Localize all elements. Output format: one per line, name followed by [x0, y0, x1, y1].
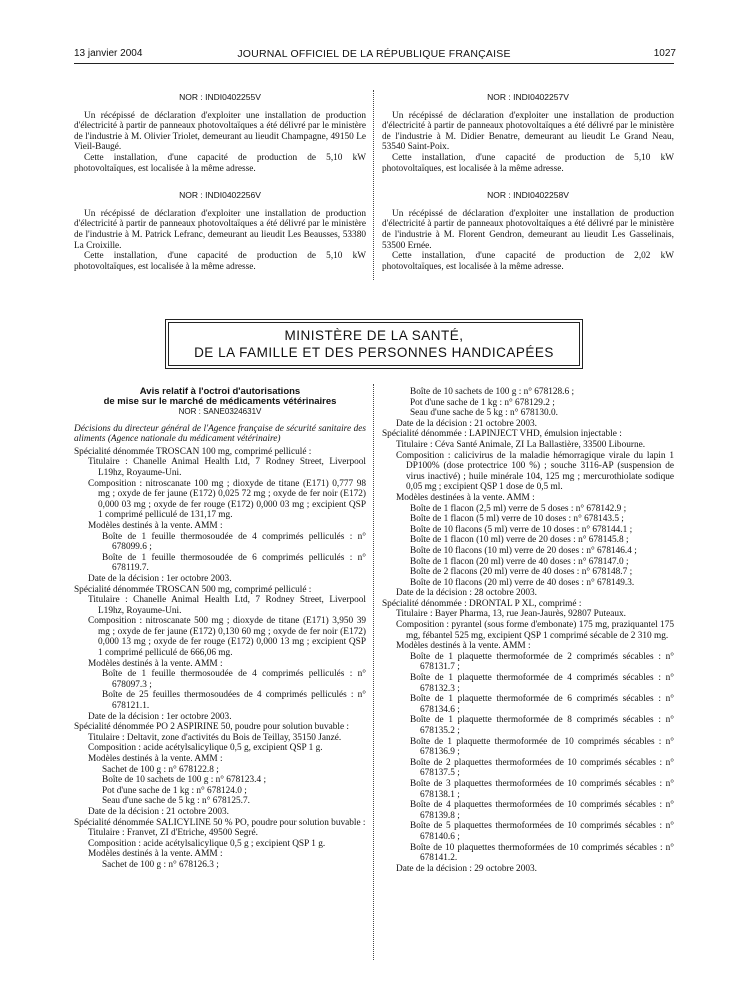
entry-line: Boîte de 1 feuille thermosoudée de 6 comprimés pelliculés : n° 678119.7. — [102, 552, 366, 574]
decisions-heading: Décisions du directeur général de l'Agence française de sécurité sanitaire des aliments (Agence nationale du médicament vétérinaire) — [74, 423, 366, 445]
avis-title-1: Avis relatif à l'octroi d'autorisations — [139, 386, 301, 397]
header-title: JOURNAL OFFICIEL DE LA RÉPUBLIQUE FRANÇAISE — [237, 48, 511, 60]
entry-line: Boîte de 1 feuille thermosoudée de 4 comprimés pelliculés : n° 678097.3 ; — [102, 669, 366, 690]
entry-line: Boîte de 3 plaquettes thermoformées de 10 comprimés sécables : n° 678138.1 ; — [410, 778, 674, 800]
entry-line: Boîte de 1 flacon (20 ml) verre de 40 doses : n° 678147.0 ; — [410, 556, 629, 567]
entry-line: Boîte de 1 plaquette thermoformée de 6 comprimés sécables : n° 678134.6 ; — [410, 694, 674, 715]
nor-reference: NOR : INDI0402257V — [487, 92, 569, 102]
entry-line: Boîte de 10 flacons (10 ml) verre de 20 doses : n° 678146.4 ; — [410, 545, 637, 556]
specialite-line: Spécialité dénommée SALICYLINE 50 % PO, poudre pour solution buvable : — [74, 817, 366, 828]
entry-line: Composition : calicivirus de la maladie hémorragique virale du lapin 1 DP100% (dose protectrice 100 %) ; souche 3116-AP (suspension de virus inactivé) ; huile minérale 104, 125 mg ; mercurothiolate sodique 0,05 mg ; excipient QSP 1 dose de 0,5 ml. — [396, 450, 674, 493]
entry-line: Boîte de 1 plaquette thermoformée de 10 comprimés sécables : n° 678136.9 ; — [410, 736, 674, 758]
entry-line: Titulaire : Bayer Pharma, 13, rue Jean-Jaurès, 92807 Puteaux. — [396, 609, 626, 620]
entry-line: Boîte de 2 plaquettes thermoformées de 10 comprimés sécables : n° 678137.5 ; — [410, 757, 674, 779]
nor-reference: NOR : INDI0402258V — [487, 190, 569, 201]
notice-1 — [74, 92, 366, 174]
entry-line: Composition : nitroscanate 100 mg ; dioxyde de titane (E171) 0,777 98 mg ; oxyde de fer jaune (E172) 0,025 72 mg ; oxyde de fer noir (E172) 0,000 03 mg ; oxyde de fer rouge (E172) 0,000 03 mg ; excipient QSP 1 comprimé pelliculé de 131,17 mg. — [88, 478, 366, 521]
entry-line: Pot d'une sache de 1 kg : n° 678124.0 ; — [102, 785, 247, 796]
ministry-line-1: MINISTÈRE DE LA SANTÉ, — [284, 328, 464, 343]
entry-line: Date de la décision : 28 octobre 2003. — [396, 588, 537, 599]
notice-3 — [382, 92, 674, 174]
notice-2 — [74, 190, 366, 272]
entry-line: Boîte de 10 plaquettes thermoformées de 10 comprimés sécables : n° 678141.2. — [410, 842, 674, 864]
entry-line: Modèles destinés à la vente. AMM : — [88, 658, 223, 669]
entry-line: Modèles destinés à la vente. AMM : — [88, 754, 223, 764]
notice-paragraph: Cette installation, d'une capacité de production de 5,10 kW photovoltaïques, est localisée à la même adresse. — [382, 152, 674, 174]
entry-line: Modèles destinés à la vente. AMM : — [88, 520, 223, 531]
notice-4 — [382, 190, 674, 272]
entry-line: Boîte de 5 plaquettes thermoformées de 10 comprimés sécables : n° 678140.6 ; — [410, 821, 674, 842]
entry-line: Seau d'une sache de 5 kg : n° 678130.0. — [410, 408, 558, 419]
entry-line: Composition : pyrantel (sous forme d'embonate) 175 mg, praziquantel 175 mg, fébantel 525 mg, excipient QSP 1 comprimé sécable de 2 310 mg. — [396, 620, 674, 641]
specialite-line: Spécialité dénommée TROSCAN 100 mg, comprimé pelliculé : — [74, 446, 312, 457]
entry-line: Date de la décision : 1er octobre 2003. — [88, 573, 232, 584]
entry-line: Date de la décision : 21 octobre 2003. — [396, 418, 537, 429]
entry-line: Boîte de 10 sachets de 100 g : n° 678128.6 ; — [410, 387, 575, 397]
entry-line: Composition : acide acétylsalicylique 0,5 g, excipient QSP 1 g. — [88, 743, 323, 754]
entry-line: Modèles destinés à la vente. AMM : — [396, 641, 531, 652]
entry-line: Boîte de 10 flacons (5 ml) verre de 10 doses : n° 678144.1 ; — [410, 524, 633, 535]
nor-reference: NOR : INDI0402256V — [179, 190, 261, 201]
entry-line: Boîte de 1 plaquette thermoformée de 4 comprimés sécables : n° 678132.3 ; — [410, 673, 674, 694]
right-top-column — [382, 92, 674, 288]
entry-line: Boîte de 10 sachets de 100 g : n° 678123.4 ; — [102, 775, 267, 786]
entry-line: Modèles destinées à la vente. AMM : — [396, 492, 535, 503]
entry-line: Boîte de 1 plaquette thermoformée de 2 comprimés sécables : n° 678131.7 ; — [410, 651, 674, 673]
entry-line: Boîte de 1 flacon (10 ml) verre de 20 doses : n° 678145.8 ; — [410, 535, 629, 546]
right-bottom-column — [382, 387, 674, 874]
entry-line: Titulaire : Céva Santé Animale, ZI La Ballastière, 33500 Libourne. — [396, 439, 646, 450]
left-bottom-column — [74, 387, 366, 871]
entry-line: Date de la décision : 1er octobre 2003. — [88, 711, 232, 722]
entry-line: Boîte de 4 plaquettes thermoformées de 10 comprimés sécables : n° 678139.8 ; — [410, 800, 674, 821]
specialite-line: Spécialité dénommée TROSCAN 500 mg, comprimé pelliculé : — [74, 584, 312, 595]
entry-line: Sachet de 100 g : n° 678122.8 ; — [102, 764, 219, 775]
entry-line: Seau d'une sache de 5 kg : n° 678125.7. — [102, 796, 250, 807]
entry-line: Boîte de 1 flacon (5 ml) verre de 10 doses : n° 678143.5 ; — [410, 514, 624, 525]
notice-paragraph: Cette installation, d'une capacité de production de 5,10 kW photovoltaïques, est localisée à la même adresse. — [74, 152, 366, 174]
notice-paragraph: Un récépissé de déclaration d'exploiter une installation de production d'électricité à partir de panneaux photovoltaïques a été délivré par le ministère de l'industrie à M. Olivier Triolet, demeurant au lieudit Champagne, 49150 Le Vieil-Baugé. — [74, 110, 366, 153]
entry-line: Composition : nitroscanate 500 mg ; dioxyde de titane (E171) 3,950 39 mg ; oxyde de fer jaune (E172) 0,130 60 mg ; oxyde de fer noir (E172) 0,000 13 mg ; oxyde de fer rouge (E172) 0,000 13 mg ; excipient QSP 1 comprimé pelliculé de 666,06 mg. — [88, 616, 366, 659]
entry-line: Sachet de 100 g : n° 678126.3 ; — [102, 859, 219, 870]
avis-nor: NOR : SANE0324631V — [178, 407, 262, 416]
entry-line: Titulaire : Chanelle Animal Health Ltd, 7 Rodney Street, Liverpool L19hz, Royaume-Uni. — [88, 457, 366, 478]
specialite-line: Spécialité dénommée : LAPINJECT VHD, émulsion injectable : — [382, 429, 622, 440]
column-divider-top — [373, 90, 374, 280]
entry-line: Composition : acide acétylsalicylique 0,5 g ; excipient QSP 1 g. — [88, 838, 326, 849]
notice-paragraph: Cette installation, d'une capacité de production de 5,10 kW photovoltaïques, est localisée à la même adresse. — [74, 251, 366, 272]
left-entries — [74, 447, 366, 871]
notice-paragraph: Un récépissé de déclaration d'exploiter une installation de production d'électricité à partir de panneaux photovoltaïques a été délivré par le ministère de l'industrie à M. Florent Gendron, demeurant au lieudit Les Gasselinais, 53500 Ernée. — [382, 208, 674, 251]
header-date: 13 janvier 2004 — [74, 48, 143, 59]
entry-line: Boîte de 10 flacons (20 ml) verre de 40 doses : n° 678149.3. — [410, 577, 635, 588]
entry-line: Boîte de 1 plaquette thermoformée de 8 comprimés sécables : n° 678135.2 ; — [410, 715, 674, 736]
ministry-line-2: DE LA FAMILLE ET DES PERSONNES HANDICAPÉES — [194, 345, 554, 360]
notice-paragraph: Un récépissé de déclaration d'exploiter une installation de production d'électricité à partir de panneaux photovoltaïques a été délivré par le ministère de l'industrie à M. Patrick Lefranc, demeurant au lieudit Les Beausses, 53380 La Croixille. — [74, 208, 366, 251]
entry-line: Titulaire : Deltavit, zone d'activités du Bois de Teillay, 35150 Janzé. — [88, 732, 342, 743]
column-divider-bottom — [373, 384, 374, 960]
entry-line: Date de la décision : 21 octobre 2003. — [88, 806, 229, 817]
entry-line: Titulaire : Franvet, ZI d'Etriche, 49500 Segré. — [88, 828, 258, 839]
specialite-line: Spécialité dénommée PO 2 ASPIRINE 50, poudre pour solution buvable : — [74, 722, 349, 733]
header-rule — [74, 63, 674, 64]
entry-line: Boîte de 2 flacons (20 ml) verre de 40 doses : n° 678148.7 ; — [410, 567, 633, 578]
entry-line: Boîte de 25 feuilles thermosoudées de 4 comprimés pelliculés : n° 678121.1. — [102, 690, 366, 712]
notice-paragraph: Cette installation, d'une capacité de production de 2,02 kW photovoltaïques, est localisée à la même adresse. — [382, 251, 674, 272]
header-page-number: 1027 — [653, 48, 676, 59]
entry-line: Boîte de 1 flacon (2,5 ml) verre de 5 doses : n° 678142.9 ; — [410, 503, 627, 514]
nor-reference: NOR : INDI0402255V — [179, 92, 261, 102]
entry-line: Titulaire : Chanelle Animal Health Ltd, 7 Rodney Street, Liverpool L19hz, Royaume-Uni. — [88, 595, 366, 616]
left-top-column — [74, 92, 366, 288]
notice-paragraph: Un récépissé de déclaration d'exploiter une installation de production d'électricité à partir de panneaux photovoltaïques a été délivré par le ministère de l'industrie à M. Didier Benatre, demeurant au lieudit Le Grand Neau, 53540 Saint-Poix. — [382, 110, 674, 153]
right-entries — [382, 387, 674, 874]
avis-title-2: de mise sur le marché de médicaments vétérinaires — [103, 396, 337, 407]
ministry-box — [168, 322, 580, 366]
entry-line: Date de la décision : 29 octobre 2003. — [396, 863, 537, 874]
entry-line: Modèles destinés à la vente. AMM : — [88, 849, 223, 860]
specialite-line: Spécialité dénommée : DRONTAL P XL, comprimé : — [382, 598, 582, 609]
entry-line: Boîte de 1 feuille thermosoudée de 4 comprimés pelliculés : n° 678099.6 ; — [102, 531, 366, 553]
entry-line: Pot d'une sache de 1 kg : n° 678129.2 ; — [410, 397, 555, 408]
